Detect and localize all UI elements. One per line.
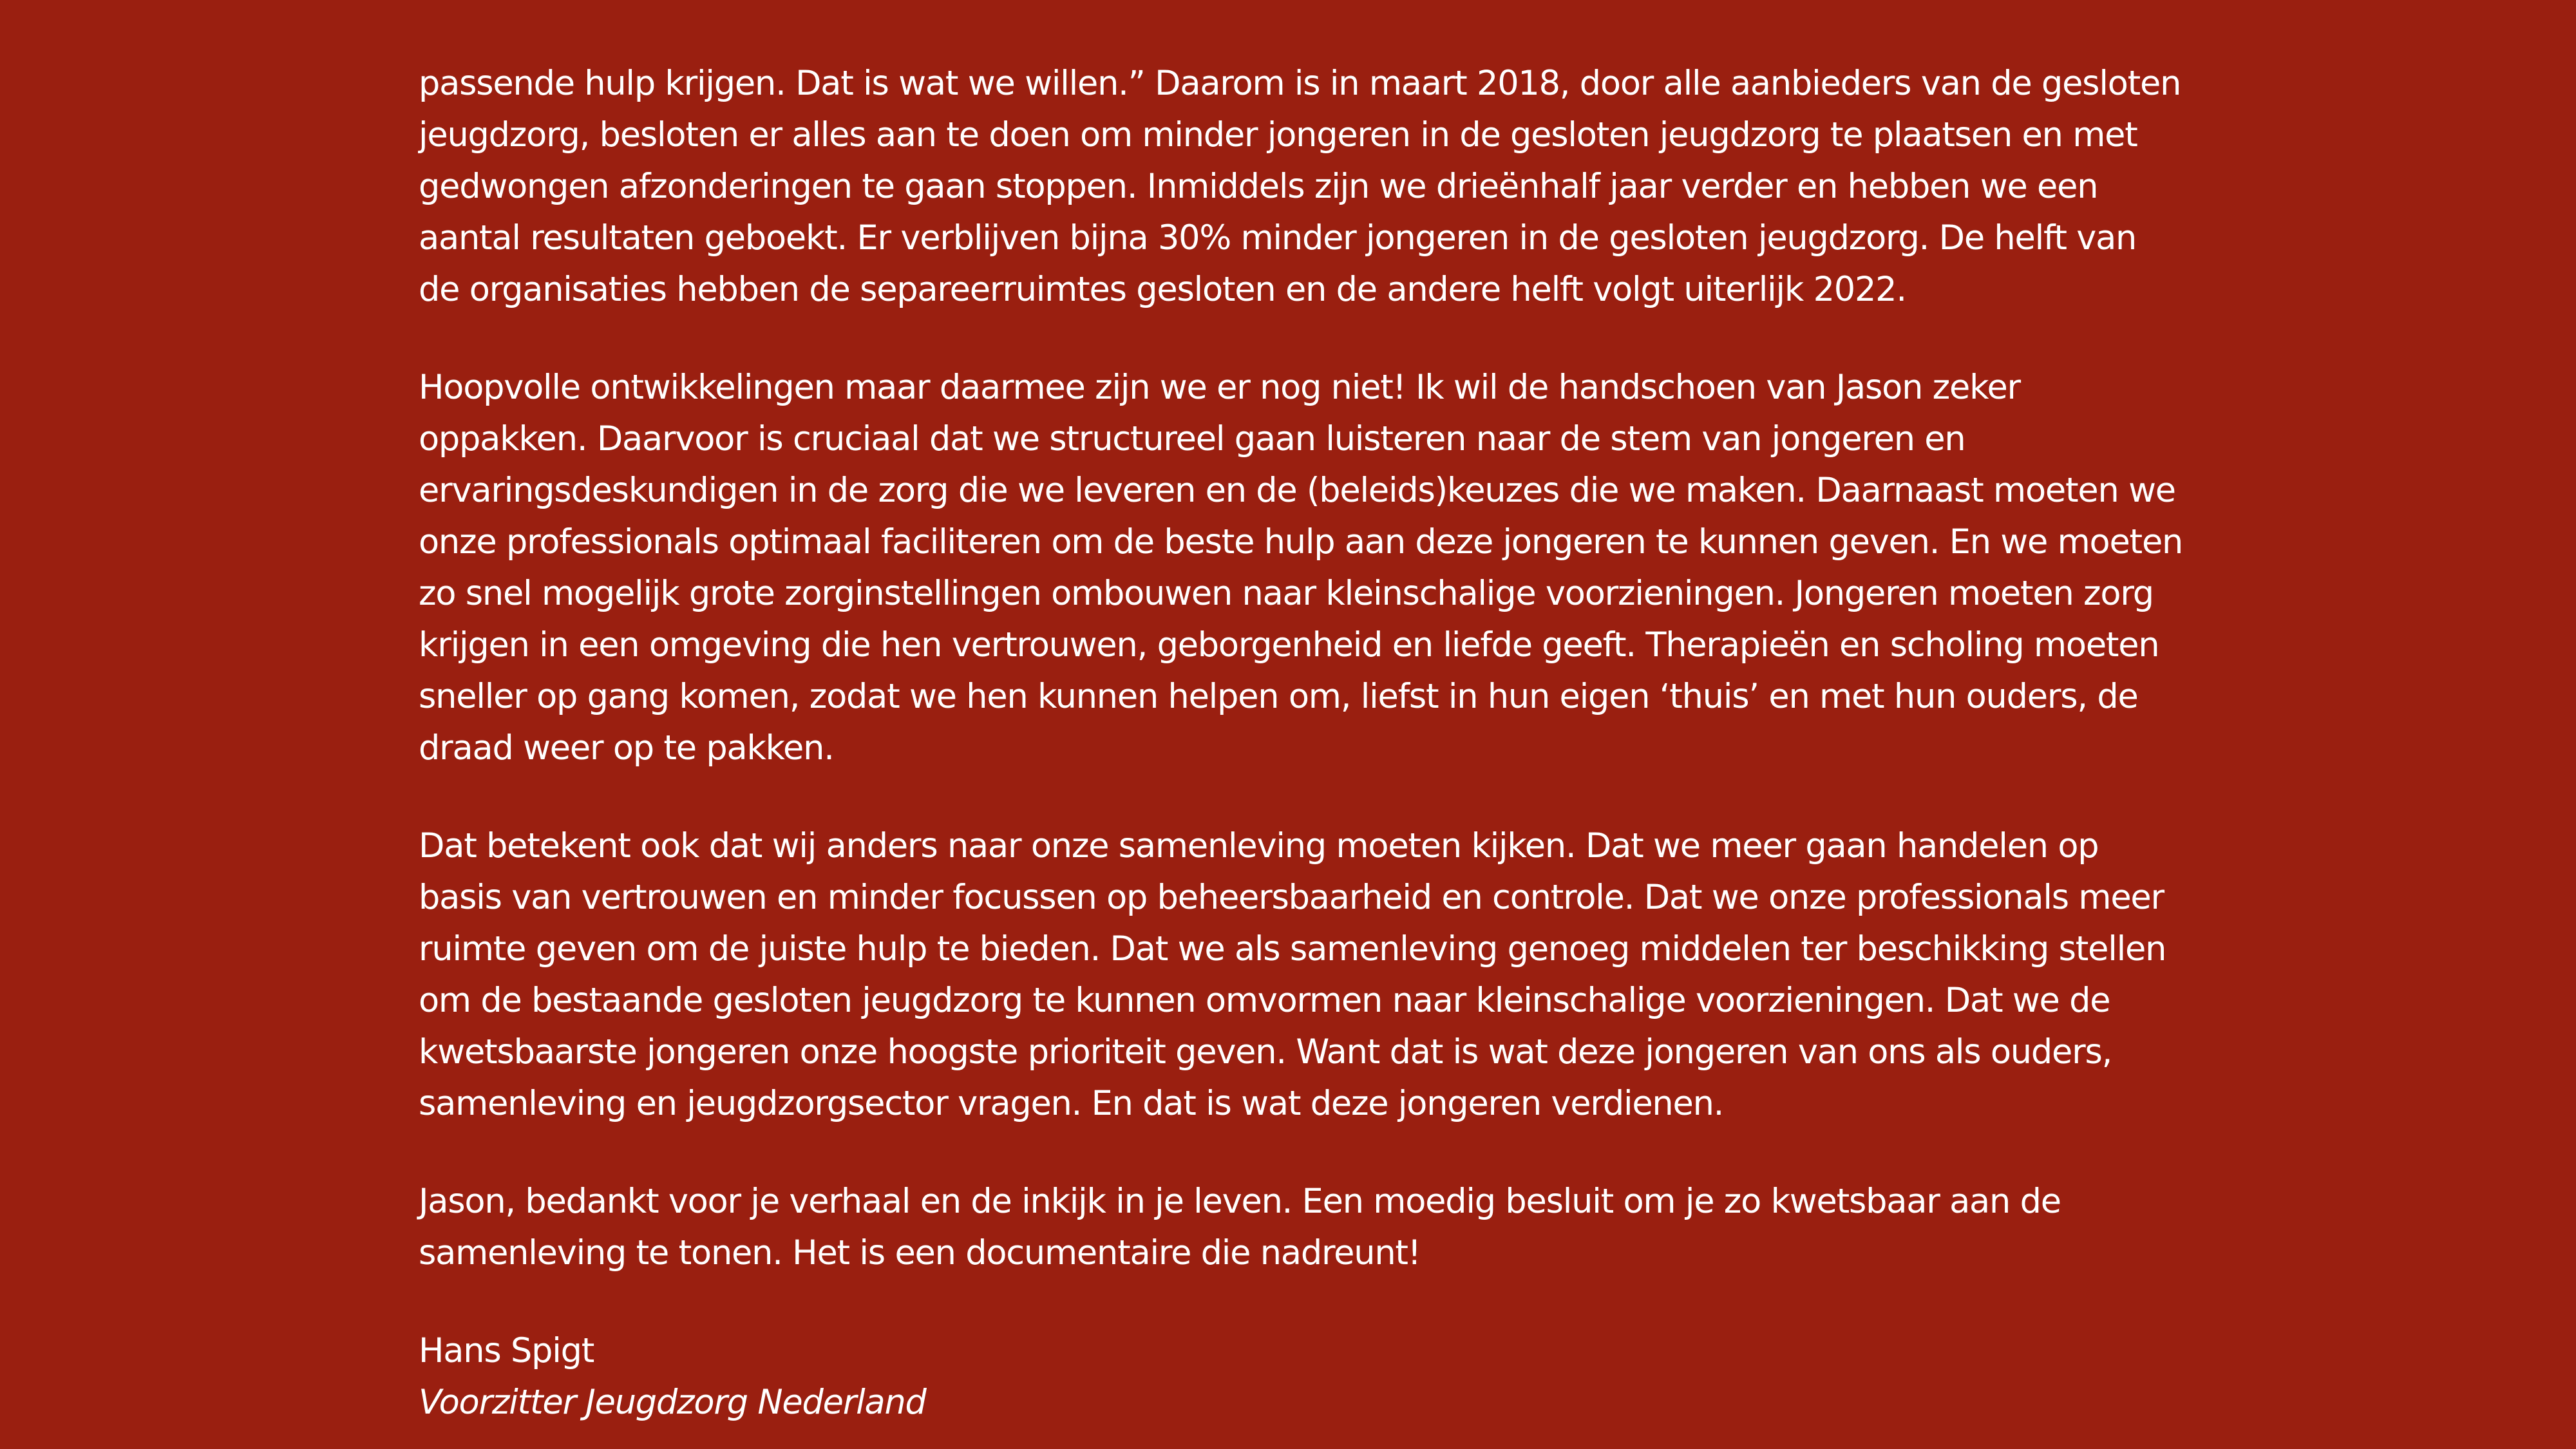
- paragraph-3: Dat betekent ook dat wij anders naar onze samenleving moeten kijken. Dat we meer gaan handelen op basis van vertrouwen en minder focussen op beheersbaarheid en controle. Dat we onze professionals meer ruimte geven om de juiste hulp te bieden. Dat we als samenleving genoeg middelen ter beschikking stellen om de bestaande gesloten jeugdzorg te kunnen omvormen naar kleinschalige voorzieningen. Dat we de kwetsbaarste jongeren onze hoogste prioriteit geven. Want dat is wat deze jongeren van ons als ouders, samenleving en jeugdzorgsector vragen. En dat is wat deze jongeren verdienen.: [419, 826, 2166, 1123]
- signature-role: Voorzitter Jeugdzorg Nederland: [419, 1383, 926, 1422]
- signature-block: [419, 1325, 2183, 1428]
- paragraph-2: Hoopvolle ontwikkelingen maar daarmee zijn we er nog niet! Ik wil de handschoen van Jason zeker oppakken. Daarvoor is cruciaal dat we structureel gaan luisteren naar de stem van jongeren en ervaringsdeskundigen in de zorg die we leveren en de (beleids)keuzes die we maken. Daarnaast moeten we onze professionals optimaal faciliteren om de beste hulp aan deze jongeren te kunnen geven. En we moeten zo snel mogelijk grote zorginstellingen ombouwen naar kleinschalige voorzieningen. Jongeren moeten zorg krijgen in een omgeving die hen vertrouwen, geborgenheid en liefde geeft. Therapieën en scholing moeten sneller op gang komen, zodat we hen kunnen helpen om, liefst in hun eigen ‘thuis’ en met hun ouders, de draad weer op te pakken.: [419, 368, 2183, 768]
- paragraph-1: passende hulp krijgen. Dat is wat we willen.” Daarom is in maart 2018, door alle aanbieders van de gesloten jeugdzorg, besloten er alles aan te doen om minder jongeren in de gesloten jeugdzorg te plaatsen en met gedwongen afzonderingen te gaan stoppen. Inmiddels zijn we drieënhalf jaar verder en hebben we een aantal resultaten geboekt. Er verblijven bijna 30% minder jongeren in de gesloten jeugdzorg. De helft van de organisaties hebben de separeerruimtes gesloten en de andere helft volgt uiterlijk 2022.: [419, 64, 2181, 309]
- letter-body: [419, 58, 2183, 1428]
- paragraph-4: Jason, bedankt voor je verhaal en de inkijk in je leven. Een moedig besluit om je zo kwetsbaar aan de samenleving te tonen. Het is een documentaire die nadreunt!: [419, 1182, 2061, 1273]
- signature-name: Hans Spigt: [419, 1331, 594, 1370]
